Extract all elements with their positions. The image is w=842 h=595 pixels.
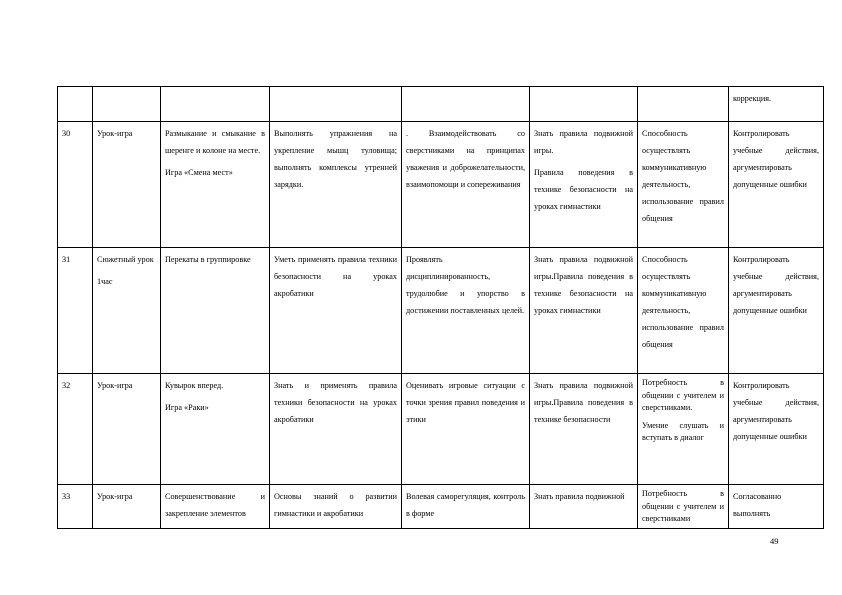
cell-paragraph: Контролировать учебные действия, аргументировать допущенные ошибки — [733, 255, 819, 315]
cell-paragraph: Совершенствование и закрепление элементов — [165, 492, 265, 518]
lesson-topic-cell — [161, 248, 270, 374]
communicative-uud-cell — [638, 485, 729, 529]
table-row — [58, 122, 824, 248]
cell-paragraph: Знать правила подвижной игры. — [534, 129, 633, 155]
lesson-type-cell — [93, 374, 161, 485]
cell-paragraph: Оценивать игровые ситуации с точки зрения правил поведения и этики — [406, 381, 525, 424]
cell-paragraph: Знать правила подвижной игры.Правила поведения в технике безопасности — [534, 381, 633, 424]
cell-paragraph: Правила поведения в технике безопасности на уроках гимнастики — [534, 168, 633, 211]
lesson-type-cell — [93, 87, 161, 122]
cognitive-uud-cell — [530, 122, 638, 248]
lesson-topic-cell — [161, 122, 270, 248]
lesson-number-cell — [58, 122, 93, 248]
cell-text: 31 — [62, 255, 71, 264]
communicative-uud-cell — [638, 122, 729, 248]
table-row — [58, 248, 824, 374]
lesson-type-cell — [93, 485, 161, 529]
subject-results-cell — [270, 87, 402, 122]
cell-paragraph: Перекаты в группировке — [165, 255, 251, 264]
lesson-plan-table — [57, 86, 824, 529]
regulative-uud-cell — [729, 485, 824, 529]
cell-paragraph: Способность осуществлять коммуникативную деятельность, использование правил общения — [642, 129, 724, 223]
personal-results-cell — [402, 374, 530, 485]
lesson-topic-cell — [161, 87, 270, 122]
cell-paragraph: Потребность в общении с учителем и сверстниками — [642, 489, 724, 523]
lesson-number-cell — [58, 87, 93, 122]
cell-paragraph: Основы знаний о развитии гимнастики и акробатики — [274, 492, 397, 518]
personal-results-cell — [402, 248, 530, 374]
personal-results-cell — [402, 87, 530, 122]
cognitive-uud-cell — [530, 87, 638, 122]
cell-paragraph: Уметь применять правила техники безопасности на уроках акробатики — [274, 255, 397, 298]
cell-paragraph: коррекция. — [733, 94, 772, 103]
subject-results-cell — [270, 485, 402, 529]
cell-paragraph: Игра «Раки» — [165, 403, 209, 412]
cell-paragraph: Сюжетный урок — [97, 255, 154, 264]
communicative-uud-cell — [638, 374, 729, 485]
regulative-uud-cell — [729, 122, 824, 248]
subject-results-cell — [270, 122, 402, 248]
lesson-number-cell — [58, 374, 93, 485]
cell-paragraph: Контролировать учебные действия, аргументировать допущенные ошибки — [733, 381, 819, 441]
cell-paragraph: Кувырок вперед. — [165, 381, 224, 390]
cell-paragraph: Знать и применять правила техники безопасности на уроках акробатики — [274, 381, 397, 424]
regulative-uud-cell — [729, 374, 824, 485]
cell-paragraph: Способность осуществлять коммуникативную деятельность, использование правил общения — [642, 255, 724, 349]
cell-paragraph: 1час — [97, 277, 113, 286]
cell-paragraph: Потребность в общении с учителем и сверстниками. — [642, 378, 724, 412]
cell-paragraph: Умение слушать и вступать в диалог — [642, 420, 724, 442]
cell-text: 32 — [62, 381, 71, 390]
lesson-type-cell — [93, 248, 161, 374]
cell-paragraph: Выполнять упражнения на укрепление мышц туловища; выполнять комплексы утренней зарядки. — [274, 129, 397, 189]
cell-paragraph: Согласованно выполнять — [733, 492, 782, 518]
regulative-uud-cell — [729, 87, 824, 122]
personal-results-cell — [402, 485, 530, 529]
lesson-number-cell — [58, 485, 93, 529]
cell-paragraph: Знать правила подвижной игры.Правила поведения в технике безопасности на уроках гимнастики — [534, 255, 633, 315]
communicative-uud-cell — [638, 87, 729, 122]
lesson-number-cell — [58, 248, 93, 374]
cell-text: 30 — [62, 129, 71, 138]
cell-paragraph: . Взаимодействовать со сверстниками на принципах уважения и доброжелательности, взаимопомощи и сопереживания — [406, 129, 525, 189]
lesson-topic-cell — [161, 374, 270, 485]
table-row — [58, 485, 824, 529]
cell-paragraph: Урок-игра — [97, 381, 133, 390]
cognitive-uud-cell — [530, 374, 638, 485]
cell-paragraph: Игра «Смена мест» — [165, 168, 233, 177]
lesson-topic-cell — [161, 485, 270, 529]
page-number: 49 — [770, 536, 779, 546]
cell-paragraph: Знать правила подвижной — [534, 492, 625, 501]
subject-results-cell — [270, 248, 402, 374]
communicative-uud-cell — [638, 248, 729, 374]
subject-results-cell — [270, 374, 402, 485]
cell-text: 33 — [62, 492, 71, 501]
table-row — [58, 87, 824, 122]
cell-paragraph: Урок-игра — [97, 492, 133, 501]
cell-paragraph: Размыкание и смыкание в шеренге и колоне на месте. — [165, 129, 265, 155]
cell-paragraph: Проявлять дисциплинированность, трудолюбие и упорство в достижении поставленных целей. — [406, 255, 525, 315]
personal-results-cell — [402, 122, 530, 248]
regulative-uud-cell — [729, 248, 824, 374]
cognitive-uud-cell — [530, 248, 638, 374]
cell-paragraph: Волевая саморегуляция, контроль в форме — [406, 492, 525, 518]
cell-paragraph: Контролировать учебные действия, аргументировать допущенные ошибки — [733, 129, 819, 189]
table-row — [58, 374, 824, 485]
cognitive-uud-cell — [530, 485, 638, 529]
cell-paragraph: Урок-игра — [97, 129, 133, 138]
lesson-type-cell — [93, 122, 161, 248]
